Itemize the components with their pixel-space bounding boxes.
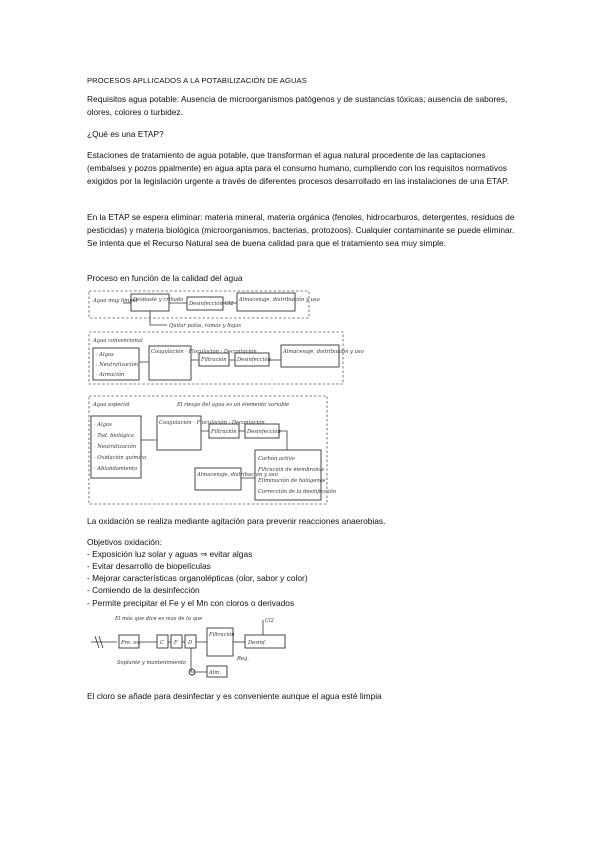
process-flow-sketch	[87, 290, 364, 508]
eliminar-paragraph: En la ETAP se espera eliminar: materia mineral, materia orgánica (fenoles, hidrocarburos, detergentes, residuos de pesticidas) y materia biológica (microorganismos, bacterias, protozoos). Cualquier contaminante se puede eliminar. Se intenta que el Recurso Natural sea de buena calidad para que el tratamiento sea muy simple.	[87, 212, 515, 248]
sketch1-row2-list-1: · Neutralización	[96, 362, 139, 368]
objetivo-item-1: - Evitar desarrollo de biopelículas	[87, 561, 211, 571]
sketch2-box-3: D	[188, 640, 193, 646]
sketch1-row3-list-4: · Ablandamiento	[94, 466, 138, 472]
sketch1-row3-box4: Almacenaje, distribución y uso	[197, 472, 278, 478]
sketch1-row1-source: Agua muy limpia	[93, 298, 138, 304]
etap-question: ¿Qué es una ETAP?	[87, 129, 164, 139]
sketch1-row3-source: Agua especial	[93, 402, 130, 408]
sketch1-row1-note: Quitar palos, ramas y hojas	[169, 323, 242, 329]
objetivo-item-4: - Permite precipitar el Fe y el Mn con cloros o derivados	[87, 598, 295, 608]
closing-paragraph: El cloro se añade para desinfectar y es conveniente aunque el agua esté limpia	[87, 691, 382, 701]
etap-definition: Estaciones de tratamiento de agua potable, que transforman el agua natural procedente de las captaciones (embalses y pozos ppalmente) en agua apta para el consumo humano, cumpliendo con los requisitos normativos exigidos por la legislación urgente a través de diferentes procesos desarrollado en las instalaciones de una ETAP.	[87, 150, 509, 186]
sketch2-box-2: F	[174, 640, 178, 646]
sketch1-row3-box2: Filtración	[211, 429, 237, 435]
sketch1-row2-box4: Almacenaje, distribución y uso	[283, 349, 364, 355]
oxidacion-paragraph: La oxidación se realiza mediante agitación para prevenir reacciones anaerobias.	[87, 516, 386, 526]
sketch1-row3-post-1: Filtración de membranas	[258, 467, 325, 473]
proceso-heading: Proceso en función de la calidad del agua	[87, 273, 243, 283]
sketch1-row3-box1: Coagulación · Floculación · Decantación	[159, 420, 265, 426]
sketch2-box-0: Pre. ox.	[121, 640, 142, 646]
sketch1-row1-box1: Desbaste y cribado	[133, 297, 184, 303]
oxidation-line-sketch	[87, 612, 292, 684]
sketch1-row3-post-2: Eliminación de halógenos	[258, 478, 326, 484]
sketch2-box-1: C	[160, 640, 164, 646]
sketch1-row3-list-1: · Tod. biológica	[94, 433, 134, 439]
sketch1-row2-source: Agua convencional	[93, 338, 143, 344]
sketch1-row2-box2: Filtración	[201, 357, 227, 363]
sketch1-row1-box3: Almacenaje, distribución y uso	[239, 297, 320, 303]
sketch1-row3-box3: Desinfección	[247, 429, 281, 435]
sketch2-label-3: Alm.	[209, 670, 221, 676]
sketch2-label-2: Reg.	[237, 656, 249, 662]
requisitos-paragraph: Requisitos agua potable: Ausencia de microorganismos patógenos y de sustancias tóxicas; ausencia de sabores, olores, colores o turbidez.	[87, 94, 508, 117]
sketch1-row3-list-3: · Oxidación química	[94, 455, 147, 461]
sketch1-row3-list-2: · Neutralización	[94, 444, 137, 450]
sketch2-label-0: Cl2	[265, 618, 274, 624]
objetivo-item-3: - Comiendo de la desinfección	[87, 585, 200, 595]
sketch1-row3-post-0: Carbón activo	[258, 456, 295, 462]
sketch2-box-4: Filtración	[209, 632, 235, 638]
sketch1-row3-note: El riesgo del agua es un elemento variable	[177, 402, 290, 408]
sketch2-box-5: Desinf.	[248, 640, 267, 646]
sketch1-row2-box3: Desinfección	[237, 357, 271, 363]
objetivo-item-2: - Mejorar características organolépticas (olor, sabor y color)	[87, 573, 308, 583]
sketch1-row1-box2: Desinfección Cl2	[189, 301, 234, 307]
sketch1-row2-box1: Coagulación · Floculación · Decantación	[151, 349, 257, 355]
objetivos-heading: Objetivos oxidación:	[87, 537, 162, 547]
sketch1-row3-list-0: · Algas	[94, 422, 112, 428]
sketch1-row2-list-0: · Algas	[96, 352, 114, 358]
sketch2-note-1: Soplante y mantenimiento	[117, 660, 187, 666]
sketch1-row2-list-2: · Aireación	[96, 372, 125, 378]
document-title: PROCESOS APLLICADOS A LA POTABILIZACIÓN DE AGUAS	[87, 76, 307, 85]
objetivo-item-0: - Exposición luz solar y aguas ⇒ evitar algas	[87, 549, 253, 559]
sketch2-note-0: El más que dice es más de lo que	[115, 616, 203, 622]
sketch1-row3-post-3: Corrección de la desinfección	[258, 489, 337, 495]
